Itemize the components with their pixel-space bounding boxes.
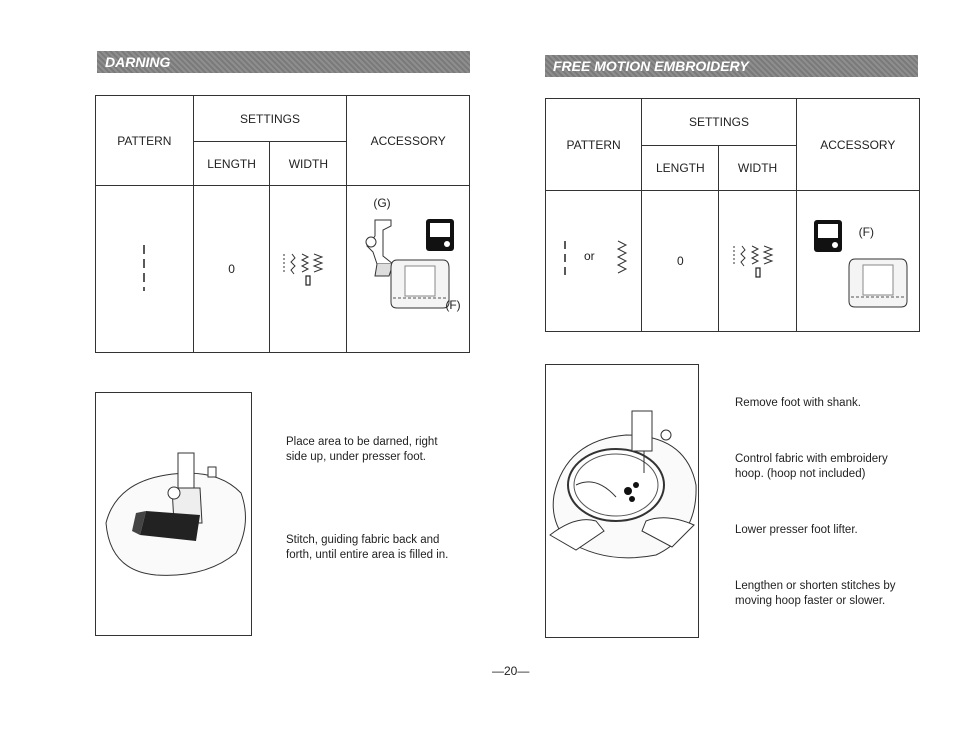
free-motion-accessory-cell <box>796 191 919 332</box>
accessory-header: ACCESSORY <box>347 96 470 186</box>
accessory-g-label: (G) <box>373 196 391 210</box>
accessory-f-label: (F) <box>858 225 874 239</box>
darning-pattern-cell <box>96 186 194 353</box>
embroidery-instruction-3: Lower presser foot lifter. <box>735 524 858 536</box>
width-dial-cell <box>719 191 796 332</box>
free-motion-settings-table <box>545 98 920 332</box>
embroidery-instruction-2: Control fabric with embroidery hoop. (hoop not included) <box>735 453 888 480</box>
dashed-stitch-icon <box>560 239 570 279</box>
darning-sewing-icon <box>96 393 251 635</box>
pattern-header: PATTERN <box>546 99 642 191</box>
zigzag-stitch-icon <box>616 239 628 279</box>
accessory-box-icon <box>425 218 455 252</box>
free-motion-title: FREE MOTION EMBROIDERY <box>545 55 918 77</box>
length-value: 0 <box>642 191 719 332</box>
embroidery-illustration <box>545 364 699 638</box>
darning-instruction-1: Place area to be darned, right side up, under presser foot. <box>286 436 438 463</box>
pattern-header: PATTERN <box>96 96 194 186</box>
dashed-stitch-icon <box>139 243 149 293</box>
length-header: LENGTH <box>193 142 270 186</box>
presser-foot-f-icon <box>845 253 915 313</box>
darning-title: DARNING <box>97 51 470 73</box>
accessory-f-label: (F) <box>445 298 461 312</box>
settings-header: SETTINGS <box>642 99 796 146</box>
width-dial-icon <box>730 240 786 280</box>
embroidery-instruction-1: Remove foot with shank. <box>735 397 861 409</box>
accessory-header: ACCESSORY <box>796 99 919 191</box>
length-value: 0 <box>193 186 270 353</box>
page-number: —20— <box>492 664 530 678</box>
darning-illustration <box>95 392 252 636</box>
settings-header: SETTINGS <box>193 96 347 142</box>
embroidery-instruction-4: Lengthen or shorten stitches by moving hoop faster or slower. <box>735 580 896 607</box>
accessory-box-icon <box>813 219 843 253</box>
darning-accessory-cell <box>347 186 470 353</box>
width-header: WIDTH <box>719 146 796 191</box>
free-motion-pattern-cell <box>546 191 642 332</box>
width-dial-icon <box>280 248 336 288</box>
length-header: LENGTH <box>642 146 719 191</box>
pattern-or-label: or <box>584 249 595 263</box>
darning-instruction-2: Stitch, guiding fabric back and forth, until entire area is filled in. <box>286 534 449 561</box>
embroidery-hoop-icon <box>546 365 698 637</box>
width-dial-cell <box>270 186 347 353</box>
darning-settings-table <box>95 95 470 353</box>
width-header: WIDTH <box>270 142 347 186</box>
